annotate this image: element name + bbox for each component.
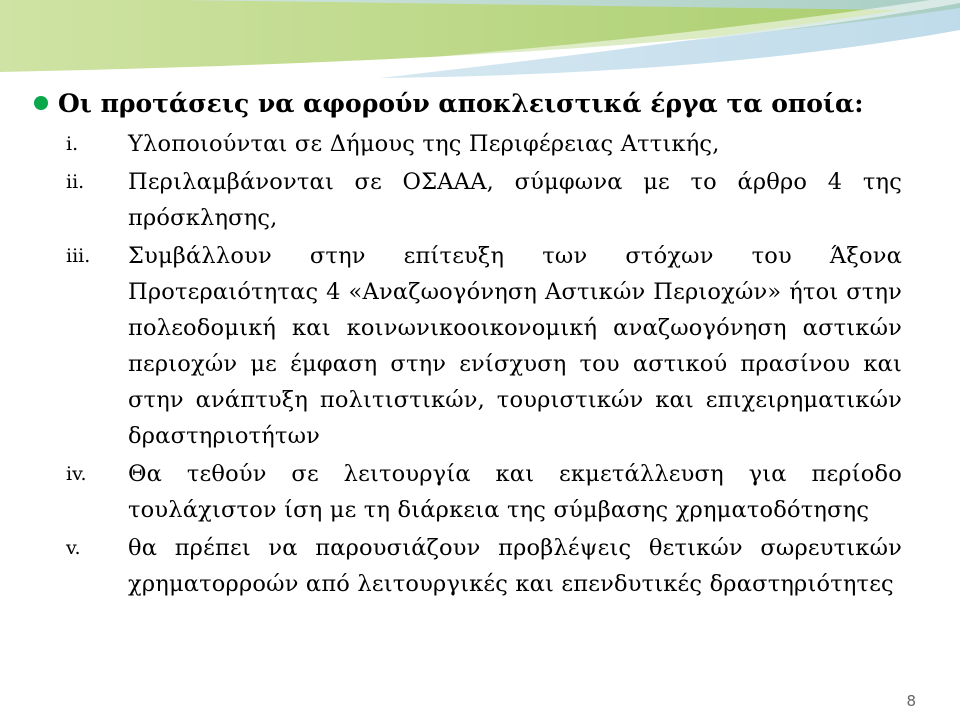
list-item [30,238,910,454]
slide-heading: Οι προτάσεις να αφορούν αποκλειστικά έργα τα οποία: [58,88,864,118]
list-item-text: θα πρέπει να παρουσιάζουν προβλέψεις θετικών σωρευτικών χρηματορροών από λειτουργικές και επενδυτικές δραστηριότητες [128,535,902,597]
slide-content [30,82,910,602]
page-number: 8 [906,692,916,710]
list-item-text: Περιλαμβάνονται σε ΟΣΑΑΑ, σύμφωνα με το άρθρο 4 της πρόσκλησης, [128,169,902,231]
list-item [30,530,910,602]
list-item-text: Συμβάλλουν στην επίτευξη των στόχων του Άξονα Προτεραιότητας 4 «Αναζωογόνηση Αστικών Περιοχών» ήτοι στην πολεοδομική και κοινωνικοοικονομική αναζωογόνηση αστικών περιοχών με έμφαση στην ενίσχυση του αστικού πρασίνου και στην ανάπτυξη πολιτιστικών, τουριστικών και επιχειρηματικών δραστηριοτήτων [128,243,902,449]
bullet-dot-icon [34,96,48,110]
list-item-number: iv. [66,463,87,485]
list-item [30,164,910,236]
list-item-number: iii. [66,245,91,267]
list-item-number: i. [66,133,79,155]
list-item-text: Θα τεθούν σε λειτουργία και εκμετάλλευση για περίοδο τουλάχιστον ίση με τη διάρκεια της σύμβασης χρηματοδότησης [128,461,902,523]
list-item-number: v. [66,537,81,559]
list-item [30,456,910,528]
list-item-number: ii. [66,171,85,193]
heading-row [30,82,910,124]
requirements-list [30,126,910,602]
list-item-text: Υλοποιούνται σε Δήμους της Περιφέρειας Αττικής, [128,131,720,157]
header-decoration [0,0,960,80]
list-item [30,126,910,162]
